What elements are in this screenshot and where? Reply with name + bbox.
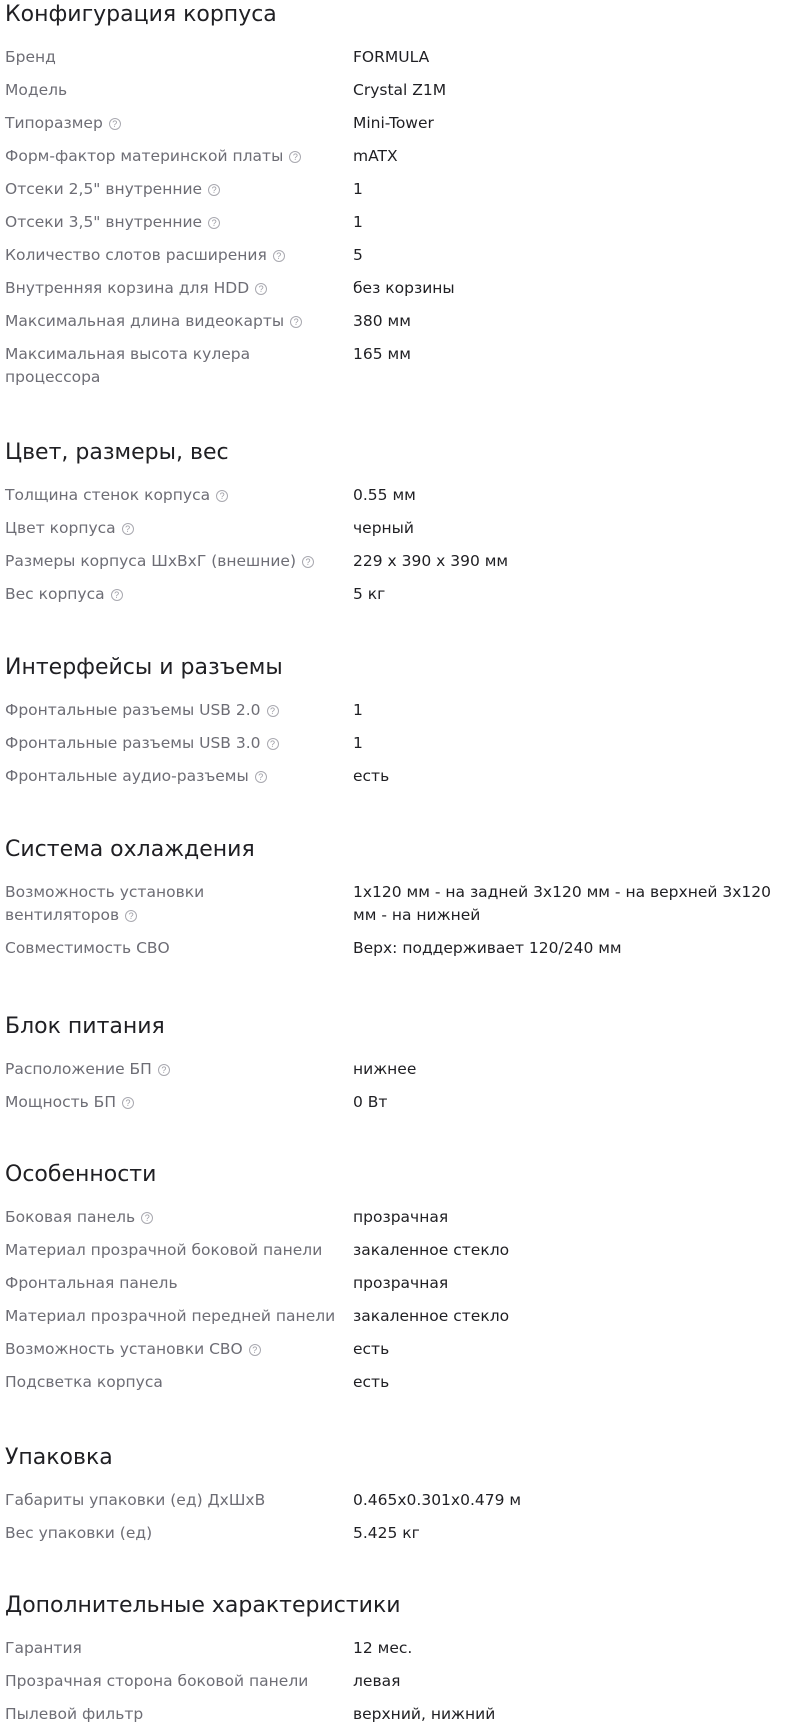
spec-label: Бренд bbox=[5, 48, 56, 66]
spec-value: 0.55 мм bbox=[353, 486, 416, 504]
spec-value: есть bbox=[353, 1340, 390, 1358]
spec-label: Отсеки 3,5" внутренние ? bbox=[5, 207, 353, 240]
spec-label: Расположение БП ? bbox=[5, 1054, 353, 1087]
spec-row-front-panel-material bbox=[5, 1301, 785, 1334]
spec-label: Прозрачная сторона боковой панели bbox=[5, 1672, 309, 1690]
spec-row-usb30 bbox=[5, 728, 785, 761]
spec-label: Возможность установки СВО ? bbox=[5, 1334, 353, 1367]
help-icon[interactable]: ? bbox=[267, 705, 279, 717]
spec-value: 380 мм bbox=[353, 312, 411, 330]
spec-value: 1 bbox=[353, 213, 363, 231]
spec-row-gpu-length bbox=[5, 306, 785, 339]
spec-label: Отсеки 2,5" внутренние ? bbox=[5, 174, 353, 207]
section-title: Цвет, размеры, вес bbox=[5, 440, 229, 465]
spec-label: Форм-фактор материнской платы ? bbox=[5, 141, 353, 174]
spec-row-model bbox=[5, 75, 785, 108]
section-features bbox=[5, 1160, 785, 1400]
help-icon[interactable]: ? bbox=[289, 151, 301, 163]
help-icon[interactable]: ? bbox=[208, 184, 220, 196]
spec-value: mATX bbox=[353, 147, 398, 165]
spec-value: 0 Вт bbox=[353, 1093, 388, 1111]
help-icon[interactable]: ? bbox=[267, 738, 279, 750]
help-icon[interactable]: ? bbox=[122, 1097, 134, 1109]
spec-label: Мощность БП ? bbox=[5, 1087, 353, 1120]
spec-label: Материал прозрачной боковой панели bbox=[5, 1241, 323, 1259]
spec-value: 1x120 мм - на задней 3x120 мм - на верхней 3x120 мм - на нижней bbox=[353, 883, 771, 924]
spec-label: Типоразмер ? bbox=[5, 108, 353, 141]
spec-value: 12 мес. bbox=[353, 1639, 413, 1657]
spec-value: 165 мм bbox=[353, 345, 411, 363]
spec-label: Фронтальная панель bbox=[5, 1274, 178, 1292]
help-icon[interactable]: ? bbox=[141, 1212, 153, 1224]
section-title: Упаковка bbox=[5, 1445, 113, 1470]
spec-value: 1 bbox=[353, 734, 363, 752]
section-title: Система охлаждения bbox=[5, 837, 255, 862]
spec-row-side-panel-material bbox=[5, 1235, 785, 1268]
help-icon[interactable]: ? bbox=[249, 1344, 261, 1356]
spec-value: 229 x 390 x 390 мм bbox=[353, 552, 509, 570]
spec-row-form-size bbox=[5, 108, 785, 141]
spec-row-bays-35 bbox=[5, 207, 785, 240]
help-icon[interactable]: ? bbox=[122, 523, 134, 535]
spec-value: Crystal Z1M bbox=[353, 81, 447, 99]
spec-value: закаленное стекло bbox=[353, 1307, 510, 1325]
help-icon[interactable]: ? bbox=[109, 118, 121, 130]
spec-label: Внутренняя корзина для HDD ? bbox=[5, 273, 353, 306]
spec-label: Количество слотов расширения ? bbox=[5, 240, 353, 273]
spec-value: 0.465x0.301x0.479 м bbox=[353, 1491, 522, 1509]
spec-label: Толщина стенок корпуса ? bbox=[5, 480, 353, 513]
spec-value: 5.425 кг bbox=[353, 1524, 420, 1542]
section-power-supply bbox=[5, 1012, 785, 1120]
spec-row-weight bbox=[5, 579, 785, 612]
section-title: Особенности bbox=[5, 1162, 157, 1187]
spec-row-package-dimensions bbox=[5, 1485, 785, 1518]
spec-row-side-panel bbox=[5, 1202, 785, 1235]
spec-row-liquid-cooling-support bbox=[5, 1334, 785, 1367]
section-title: Дополнительные характеристики bbox=[5, 1593, 401, 1618]
spec-row-dust-filter bbox=[5, 1699, 785, 1732]
spec-row-psu-power bbox=[5, 1087, 785, 1120]
spec-value: есть bbox=[353, 1373, 390, 1391]
section-title: Интерфейсы и разъемы bbox=[5, 655, 283, 680]
spec-value: прозрачная bbox=[353, 1274, 449, 1292]
spec-value: Верх: поддерживает 120/240 мм bbox=[353, 939, 622, 957]
spec-value: есть bbox=[353, 767, 390, 785]
help-icon[interactable]: ? bbox=[125, 910, 137, 922]
spec-value: прозрачная bbox=[353, 1208, 449, 1226]
spec-row-usb20 bbox=[5, 695, 785, 728]
spec-label: Фронтальные разъемы USB 3.0 ? bbox=[5, 728, 353, 761]
spec-row-bays-25 bbox=[5, 174, 785, 207]
section-title: Конфигурация корпуса bbox=[5, 2, 277, 27]
spec-row-warranty bbox=[5, 1633, 785, 1666]
spec-row-fans bbox=[5, 877, 785, 933]
spec-label: Подсветка корпуса bbox=[5, 1373, 163, 1391]
spec-value: 5 кг bbox=[353, 585, 386, 603]
spec-label: Модель bbox=[5, 81, 68, 99]
spec-label: Вес корпуса ? bbox=[5, 579, 353, 612]
spec-label: Максимальная высота кулера процессора bbox=[5, 345, 251, 386]
spec-row-audio bbox=[5, 761, 785, 794]
spec-label: Габариты упаковки (ед) ДхШхВ bbox=[5, 1491, 266, 1509]
spec-row-psu-location bbox=[5, 1054, 785, 1087]
help-icon[interactable]: ? bbox=[290, 316, 302, 328]
help-icon[interactable]: ? bbox=[302, 556, 314, 568]
spec-value: закаленное стекло bbox=[353, 1241, 510, 1259]
section-case-configuration bbox=[5, 0, 785, 395]
spec-row-color bbox=[5, 513, 785, 546]
spec-row-expansion-slots bbox=[5, 240, 785, 273]
help-icon[interactable]: ? bbox=[111, 589, 123, 601]
spec-value: 1 bbox=[353, 180, 363, 198]
section-title: Блок питания bbox=[5, 1014, 165, 1039]
spec-label: Размеры корпуса ШхВхГ (внешние) ? bbox=[5, 546, 353, 579]
spec-label: Гарантия bbox=[5, 1639, 82, 1657]
spec-value: 5 bbox=[353, 246, 363, 264]
spec-label: Пылевой фильтр bbox=[5, 1705, 144, 1723]
spec-label: Материал прозрачной передней панели bbox=[5, 1307, 336, 1325]
spec-row-hdd-cage bbox=[5, 273, 785, 306]
spec-value: черный bbox=[353, 519, 414, 537]
help-icon[interactable]: ? bbox=[255, 771, 267, 783]
spec-label: Фронтальные разъемы USB 2.0 ? bbox=[5, 695, 353, 728]
spec-label: Цвет корпуса ? bbox=[5, 513, 353, 546]
spec-row-lighting bbox=[5, 1367, 785, 1400]
section-packaging bbox=[5, 1443, 785, 1551]
spec-value: левая bbox=[353, 1672, 401, 1690]
spec-label: Максимальная длина видеокарты ? bbox=[5, 306, 353, 339]
section-additional bbox=[5, 1591, 785, 1732]
spec-row-front-panel bbox=[5, 1268, 785, 1301]
spec-value: FORMULA bbox=[353, 48, 430, 66]
spec-label: Вес упаковки (ед) bbox=[5, 1524, 153, 1542]
help-icon[interactable]: ? bbox=[255, 283, 267, 295]
spec-value: нижнее bbox=[353, 1060, 417, 1078]
spec-row-dimensions bbox=[5, 546, 785, 579]
spec-row-cooler-height bbox=[5, 339, 785, 395]
help-icon[interactable]: ? bbox=[273, 250, 285, 262]
spec-row-wall-thickness bbox=[5, 480, 785, 513]
spec-row-transparent-side bbox=[5, 1666, 785, 1699]
spec-row-package-weight bbox=[5, 1518, 785, 1551]
spec-row-brand bbox=[5, 42, 785, 75]
spec-label: Совместимость СВО bbox=[5, 939, 170, 957]
help-icon[interactable]: ? bbox=[216, 490, 228, 502]
spec-label: Боковая панель ? bbox=[5, 1202, 353, 1235]
spec-label: Фронтальные аудио-разъемы ? bbox=[5, 761, 353, 794]
section-interfaces bbox=[5, 653, 785, 794]
spec-value: без корзины bbox=[353, 279, 455, 297]
spec-value: 1 bbox=[353, 701, 363, 719]
spec-value: верхний, нижний bbox=[353, 1705, 496, 1723]
section-cooling bbox=[5, 835, 785, 966]
spec-row-liquid-cooling bbox=[5, 933, 785, 966]
help-icon[interactable]: ? bbox=[208, 217, 220, 229]
section-color-size-weight bbox=[5, 438, 785, 612]
spec-row-motherboard-form-factor bbox=[5, 141, 785, 174]
spec-label: Возможность установки вентиляторов ? bbox=[5, 883, 205, 924]
help-icon[interactable]: ? bbox=[158, 1064, 170, 1076]
spec-value: Mini-Tower bbox=[353, 114, 434, 132]
